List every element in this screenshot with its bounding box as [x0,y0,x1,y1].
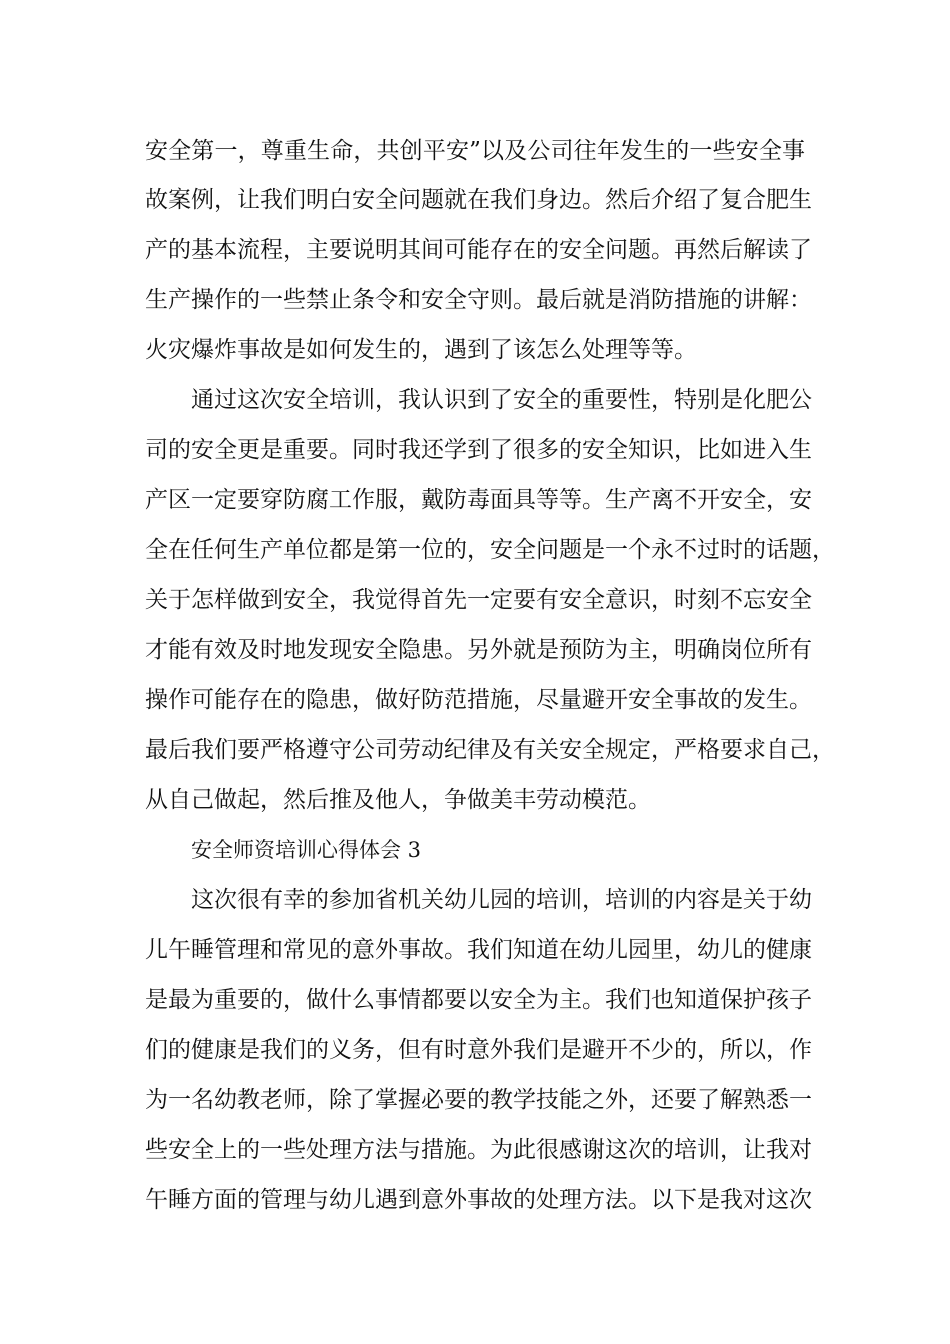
text-line: 才能有效及时地发现安全隐患。另外就是预防为主，明确岗位所有 [145,637,812,663]
text-line: 操作可能存在的隐患，做好防范措施，尽量避开安全事故的发生。 [145,687,812,713]
text-line: 产区一定要穿防腐工作服，戴防毒面具等等。生产离不开安全，安 [145,487,812,513]
text-line: 为一名幼教老师，除了掌握必要的教学技能之外，还要了解熟悉一 [145,1087,812,1113]
text-line: 是最为重要的，做什么事情都要以安全为主。我们也知道保护孩子 [145,987,812,1013]
text-line: 最后我们要严格遵守公司劳动纪律及有关安全规定，严格要求自己， [145,737,835,763]
text-line: 全在任何生产单位都是第一位的，安全问题是一个永不过时的话题， [145,537,835,563]
text-line: 安全第一，尊重生命，共创平安”以及公司往年发生的一些安全事 [145,138,805,164]
text-line: 儿午睡管理和常见的意外事故。我们知道在幼儿园里，幼儿的健康 [145,937,812,963]
text-line: 些安全上的一些处理方法与措施。为此很感谢这次的培训，让我对 [145,1137,812,1163]
text-line: 火灾爆炸事故是如何发生的，遇到了该怎么处理等等。 [145,337,697,363]
text-line: 通过这次安全培训，我认识到了安全的重要性，特别是化肥公 [191,387,812,413]
text-line: 产的基本流程，主要说明其间可能存在的安全问题。再然后解读了 [145,237,812,263]
text-line: 关于怎样做到安全，我觉得首先一定要有安全意识，时刻不忘安全 [145,587,812,613]
text-line: 这次很有幸的参加省机关幼儿园的培训，培训的内容是关于幼 [191,887,812,913]
text-line: 从自己做起，然后推及他人，争做美丰劳动模范。 [145,787,651,813]
text-line: 生产操作的一些禁止条令和安全守则。最后就是消防措施的讲解： [145,287,812,313]
section-heading: 安全师资培训心得体会 3 [191,838,422,862]
text-line: 午睡方面的管理与幼儿遇到意外事故的处理方法。以下是我对这次 [145,1187,812,1213]
text-line: 故案例，让我们明白安全问题就在我们身边。然后介绍了复合肥生 [145,187,812,213]
text-line: 司的安全更是重要。同时我还学到了很多的安全知识，比如进入生 [145,437,812,463]
text-line: 们的健康是我们的义务，但有时意外我们是避开不少的，所以，作 [145,1037,812,1063]
